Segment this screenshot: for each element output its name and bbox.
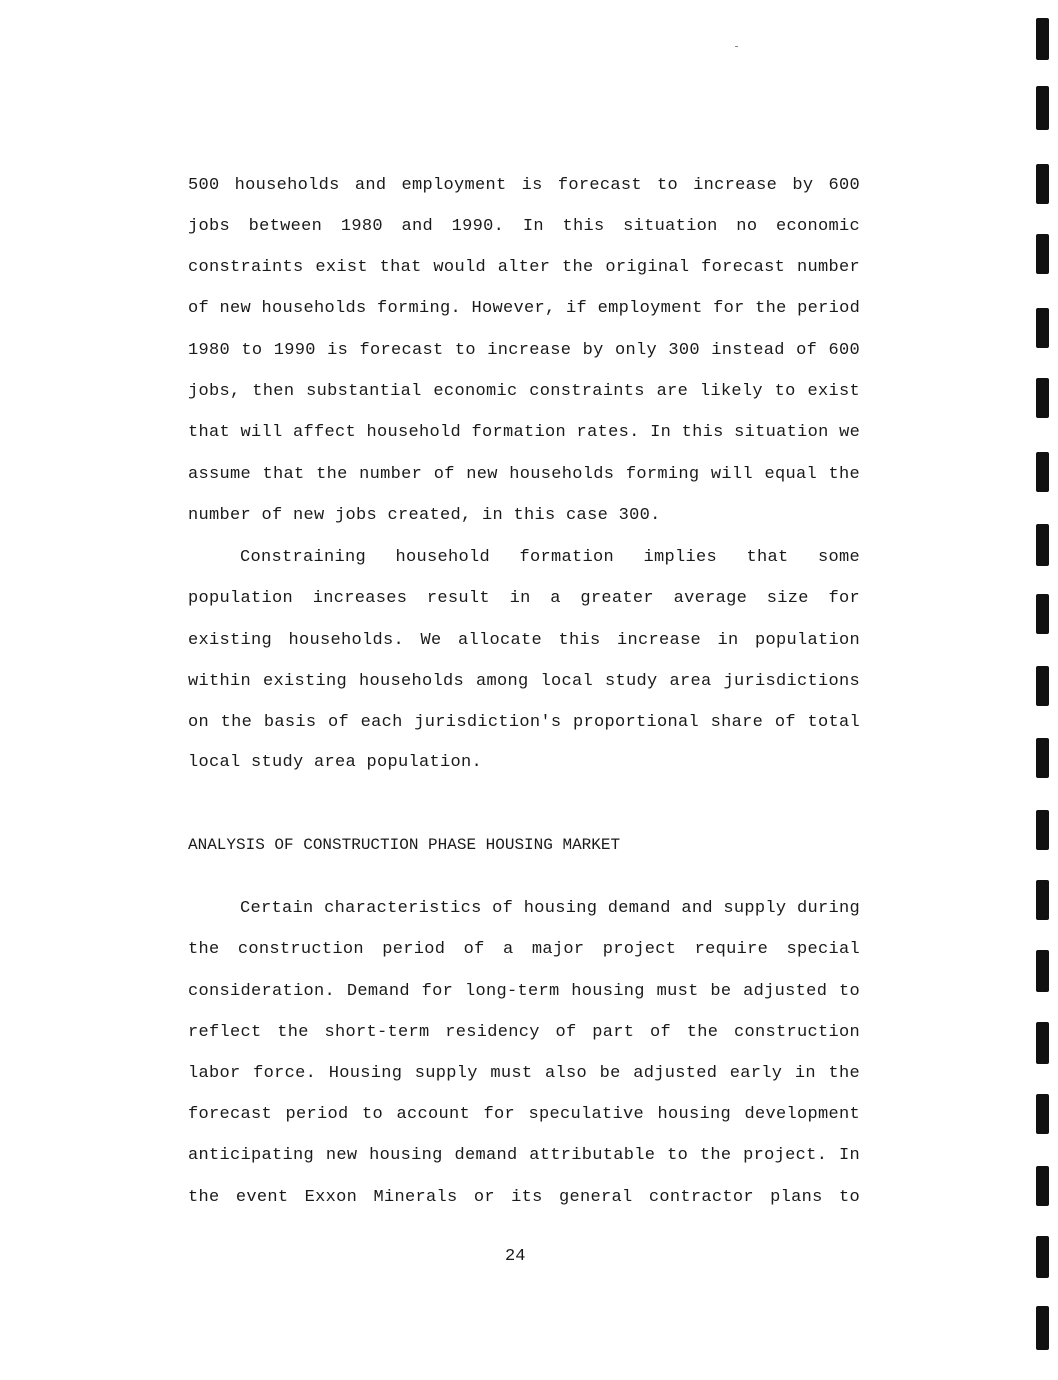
- scan-edge-bar: [1036, 950, 1049, 992]
- paragraph-2-line-3: existing households. We allocate this increase in population: [188, 631, 860, 650]
- scan-edge-bar: [1036, 1022, 1049, 1064]
- scan-edge-bar: [1036, 86, 1049, 130]
- paragraph-2-line-5: on the basis of each jurisdiction's proportional share of total: [188, 713, 860, 732]
- scan-edge-bar: [1036, 1306, 1049, 1350]
- scan-edge-bar: [1036, 1236, 1049, 1278]
- scan-edge-bar: [1036, 18, 1049, 60]
- paragraph-1-line-8: assume that the number of new households forming will equal the: [188, 465, 860, 484]
- paragraph-1-line-9: number of new jobs created, in this case 300.: [188, 506, 661, 525]
- scan-edge-bar: [1036, 164, 1049, 204]
- paragraph-3-line-1: Certain characteristics of housing demand and supply during: [240, 899, 860, 918]
- scan-edge-bar: [1036, 810, 1049, 850]
- scan-edge-bar: [1036, 234, 1049, 274]
- paragraph-3-line-2: the construction period of a major project require special: [188, 940, 860, 959]
- paragraph-3-line-6: forecast period to account for speculative housing development: [188, 1105, 860, 1124]
- paragraph-1-line-4: of new households forming. However, if employment for the period: [188, 299, 861, 318]
- scan-edge-bar: [1036, 738, 1049, 778]
- paragraph-2-line-1: Constraining household formation implies that some: [240, 548, 860, 567]
- paragraph-1-line-3: constraints exist that would alter the original forecast number: [188, 258, 860, 277]
- paragraph-2-line-2: population increases result in a greater average size for: [188, 589, 860, 608]
- scan-edge-bar: [1036, 880, 1049, 920]
- paragraph-1-line-1: 500 households and employment is forecast to increase by 600: [188, 176, 860, 195]
- paragraph-3-line-7: anticipating new housing demand attributable to the project. In: [188, 1146, 860, 1165]
- scan-edge-bar: [1036, 666, 1049, 706]
- scan-edge-bar: [1036, 524, 1049, 566]
- paragraph-1-line-5: 1980 to 1990 is forecast to increase by only 300 instead of 600: [188, 341, 860, 360]
- scan-edge-bar: [1036, 1166, 1049, 1206]
- paragraph-3-line-4: reflect the short-term residency of part of the construction: [188, 1023, 860, 1042]
- scan-edge-bar: [1036, 452, 1049, 492]
- section-heading: ANALYSIS OF CONSTRUCTION PHASE HOUSING MARKET: [188, 836, 621, 854]
- paragraph-2-line-4: within existing households among local study area jurisdictions: [188, 672, 860, 691]
- scan-edge-bar: [1036, 308, 1049, 348]
- paragraph-3-line-3: consideration. Demand for long-term housing must be adjusted to: [188, 982, 860, 1001]
- scan-edge-bar: [1036, 378, 1049, 418]
- paragraph-1-line-7: that will affect household formation rates. In this situation we: [188, 423, 861, 442]
- paragraph-3-line-5: labor force. Housing supply must also be adjusted early in the: [188, 1064, 860, 1083]
- scan-speck: [735, 46, 738, 47]
- scan-edge-bar: [1036, 1094, 1049, 1134]
- paragraph-1-line-6: jobs, then substantial economic constraints are likely to exist: [188, 382, 860, 401]
- page-number: 24: [505, 1247, 526, 1266]
- paragraph-3-line-8: the event Exxon Minerals or its general contractor plans to: [188, 1188, 860, 1207]
- paragraph-2-line-6: local study area population.: [188, 753, 483, 772]
- paragraph-1-line-2: jobs between 1980 and 1990. In this situation no economic: [188, 217, 860, 236]
- scan-edge-bar: [1036, 594, 1049, 634]
